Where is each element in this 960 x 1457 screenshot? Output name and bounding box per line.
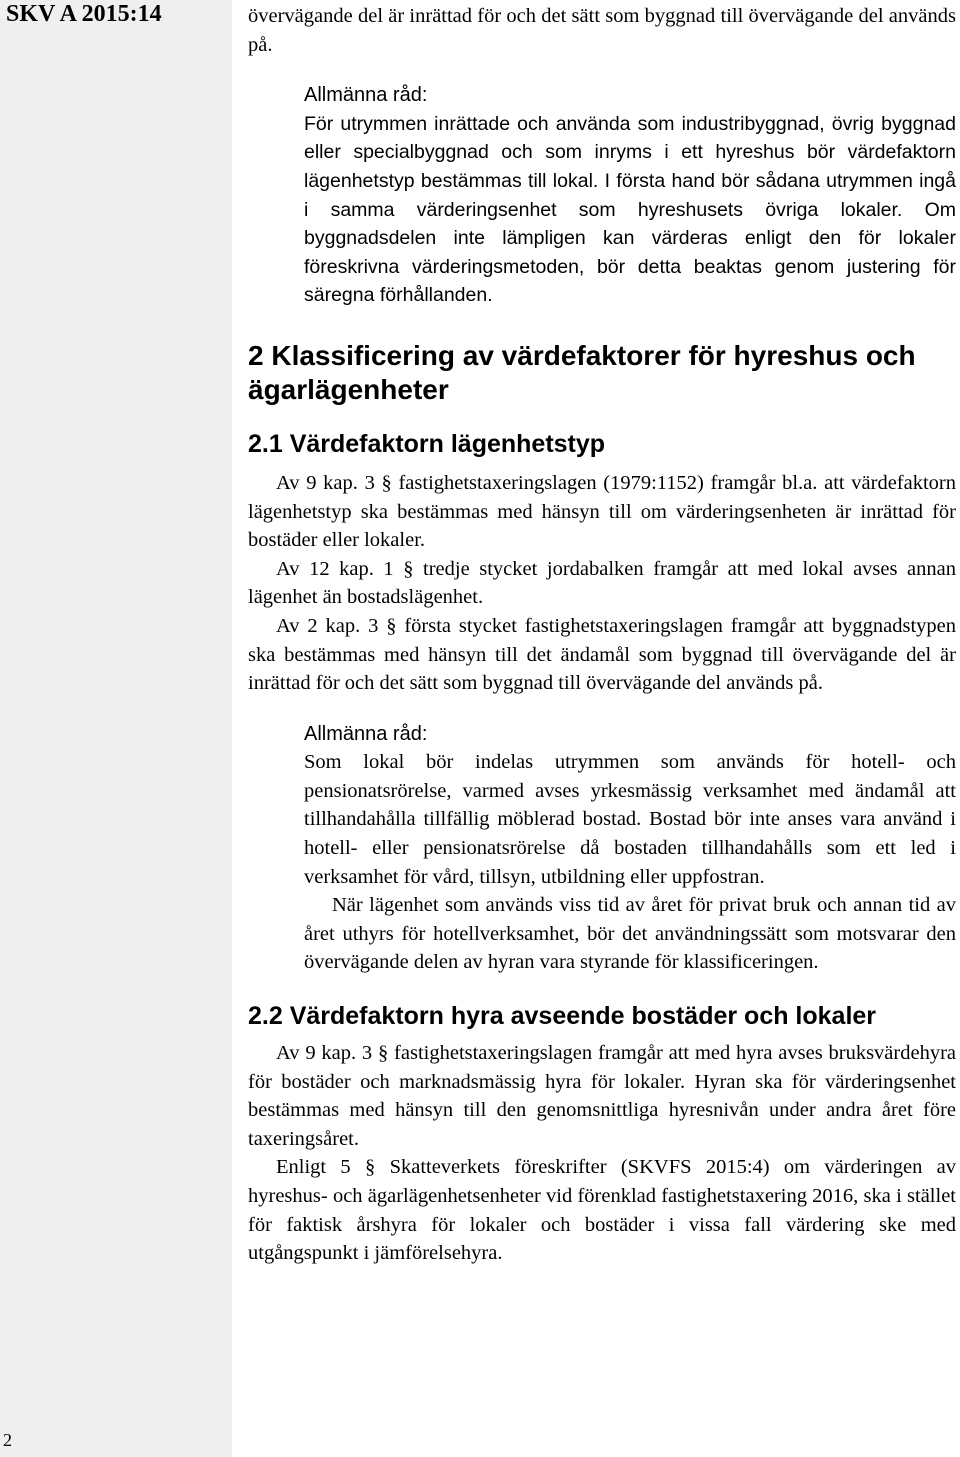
intro-paragraph: övervägande del är inrättad för och det sätt som byggnad till övervägande del används på.: [248, 5, 956, 56]
advice-heading: Allmänna råd:: [304, 84, 428, 107]
advice-paragraph-1: Som lokal bör indelas utrymmen som används för hotell- och pensionatsrörelse, varmed avses yrkesmässig verksamhet med ändamål att tillhandahålla tillfällig möblerad bostad. Bostad bör inte anses vara använd i hotell- eller pensionatsrörelse då bostaden tillhandahålls som ett led i verksamhet för vård, tillsyn, utbildning eller uppfostran.: [304, 751, 956, 888]
section-2-1-paragraph-1: Av 9 kap. 3 § fastighetstaxeringslagen (1979:1152) framgår bl.a. att värdefaktorn lägenhetstyp ska bestämmas med hänsyn till om värderingsenheten är inrättad för bostäder eller lokaler.: [248, 471, 956, 552]
document-id: SKV A 2015:14: [6, 1, 162, 27]
section-2-1-paragraph-2: Av 12 kap. 1 § tredje stycket jordabalken framgår att med lokal avses annan lägenhet än bostadslägenhet.: [248, 557, 956, 609]
general-advice-block-2: [248, 720, 956, 977]
document-body: [248, 2, 956, 1268]
section-2-1-paragraph-3: Av 2 kap. 3 § första stycket fastighetstaxeringslagen framgår att byggnadstypen ska bestämmas med hänsyn till det ändamål som byggnad till övervägande del är inrättad för och det sätt som byggnad till övervägande del används på.: [248, 614, 956, 695]
section-2-1-title: 2.1 Värdefaktorn lägenhetstyp: [248, 429, 606, 458]
general-advice-block-1: [248, 81, 956, 310]
advice-heading: Allmänna råd:: [304, 722, 428, 745]
advice-text: För utrymmen inrättade och använda som industribyggnad, övrig byggnad eller specialbyggnad och som inryms i ett hyreshus bör värdefaktorn lägenhetstyp bestämmas till lokal. I första hand bör sådana utrymmen ingå i samma värderingsenhet som hyreshusets övriga lokaler. Om byggnadsdelen inte lämpligen kan värderas enligt den för lokaler föreskrivna värderingsmetoden, bör detta beaktas genom justering för säregna förhållanden.: [304, 112, 956, 307]
section-2-2-paragraph-2: Enligt 5 § Skatteverkets föreskrifter (SKVFS 2015:4) om värderingen av hyreshus- och ägarlägenhetsenheter vid förenklad fastighetstaxering 2016, ska i stället för faktisk årshyra för lokaler och bostäder i vissa fall värdering ske med utgångspunkt i jämförelsehyra.: [248, 1156, 956, 1265]
section-2-2-title: 2.2 Värdefaktorn hyra avseende bostäder och lokaler: [248, 1002, 877, 1031]
advice-paragraph-2: När lägenhet som används viss tid av året för privat bruk och annan tid av året uthyrs för hotellverksamhet, bör det användningssätt som motsvarar den övervägande delen av hyran vara styrande för klassificeringen.: [304, 894, 956, 974]
section-2-title: 2 Klassificering av värdefaktorer för hyreshus och ägarlägenheter: [248, 339, 916, 405]
page-margin-sidebar: [0, 0, 232, 1457]
page-number: 2: [3, 1430, 12, 1450]
section-2-2-paragraph-1: Av 9 kap. 3 § fastighetstaxeringslagen framgår att med hyra avses bruksvärdehyra för bostäder och marknadsmässig hyra för lokaler. Hyran ska för värderingsenhet bestämmas med hänsyn till den genomsnittliga hyresnivån under andra året före taxeringsåret.: [248, 1042, 956, 1150]
